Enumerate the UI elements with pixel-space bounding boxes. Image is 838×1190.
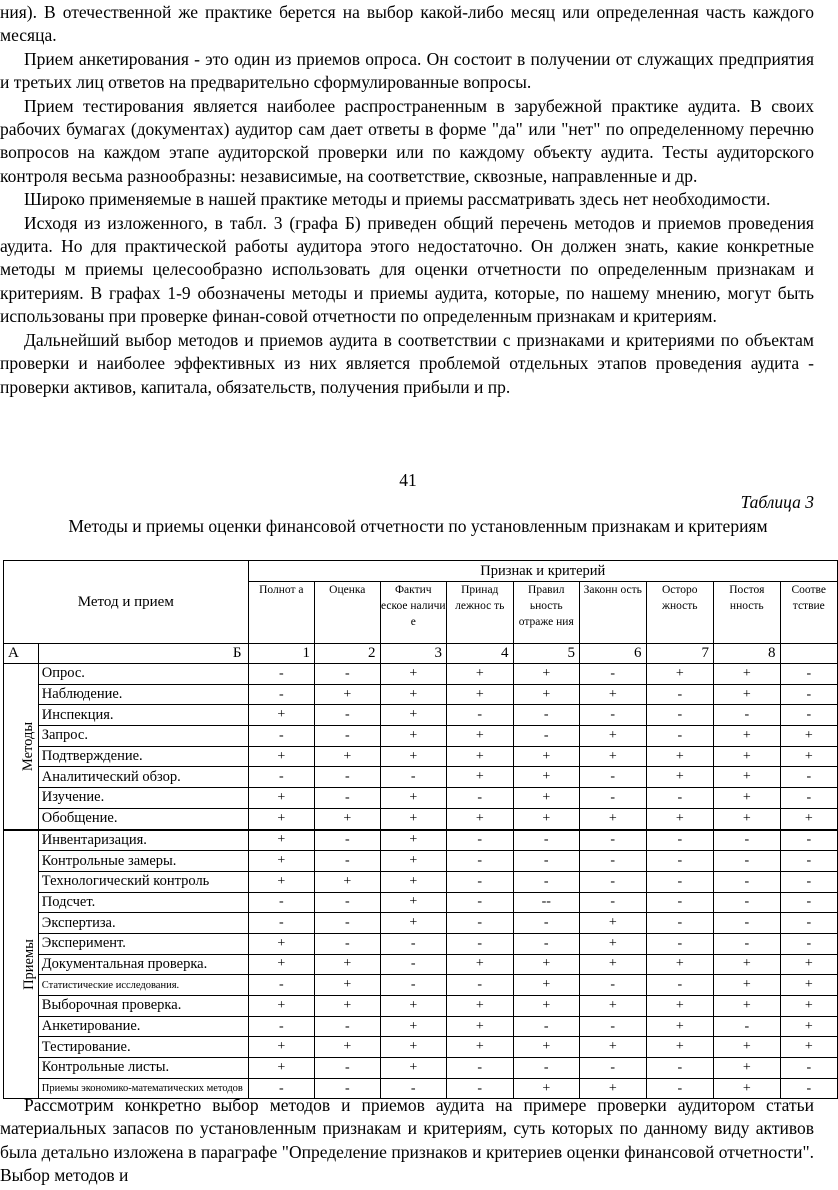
criterion-header: Правил ьность отраже ния [513, 582, 580, 644]
criterion-mark: + [315, 684, 380, 705]
criterion-mark: - [447, 892, 514, 913]
paragraph-questionnaire: Прием анкетирования - это один из приемов опроса. Он состоит в получении от служащих предприятия и третьих лиц ответов на предварительно сформулированные вопросы. [0, 48, 814, 93]
table-row [4, 830, 838, 851]
criterion-mark: - [646, 830, 714, 851]
criterion-mark: + [248, 871, 315, 892]
criterion-mark: + [714, 726, 781, 747]
criterion-mark: + [780, 726, 837, 747]
criterion-mark: - [248, 975, 315, 996]
criterion-mark: - [714, 830, 781, 851]
row-method-name: Выборочная проверка. [38, 996, 248, 1017]
criterion-mark: - [315, 726, 380, 747]
table-row [4, 746, 838, 767]
group-label-cell [4, 664, 39, 830]
criterion-mark: - [580, 1058, 647, 1079]
criterion-mark: - [315, 705, 380, 726]
column-number: 2 [315, 644, 380, 664]
criterion-mark: - [714, 933, 781, 954]
criterion-mark: + [380, 892, 447, 913]
body-text-bottom [0, 1094, 814, 1188]
criterion-mark: + [380, 808, 447, 829]
criterion-mark: + [646, 954, 714, 975]
criterion-mark: - [513, 830, 580, 851]
criterion-mark: + [714, 788, 781, 809]
criterion-mark: - [646, 684, 714, 705]
criterion-mark: - [646, 851, 714, 872]
criterion-mark: - [780, 705, 837, 726]
criterion-mark: - [580, 788, 647, 809]
paragraph-example: Рассмотрим конкретно выбор методов и приемов аудита на примере проверки аудитором статьи материальных запасов по установленным признакам и критериям, суть которых по данному виду активов была детально изложена в параграфе "Определение признаков и критериев оценки финансовой отчетности". Выбор методов и [0, 1095, 814, 1186]
criterion-mark: - [447, 975, 514, 996]
criterion-mark: + [780, 996, 837, 1017]
column-number: 5 [513, 644, 580, 664]
criterion-mark: + [248, 954, 315, 975]
page-number: 41 [399, 470, 417, 490]
criterion-mark: - [780, 933, 837, 954]
criterion-mark: - [315, 892, 380, 913]
criterion-mark: - [580, 1016, 647, 1037]
criterion-mark: + [248, 996, 315, 1017]
table-row [4, 664, 838, 685]
table-title: Методы и приемы оценки финансовой отчетности по установленным признакам и критериям [68, 516, 768, 536]
criterion-mark: - [315, 830, 380, 851]
criterion-header: Постоя нность [714, 582, 781, 644]
criterion-mark: - [513, 871, 580, 892]
criterion-mark: + [780, 746, 837, 767]
table-row [4, 996, 838, 1017]
criterion-mark: - [248, 726, 315, 747]
criterion-mark: - [447, 1058, 514, 1079]
criterion-mark: + [380, 996, 447, 1017]
criterion-mark: + [714, 975, 781, 996]
table-row [4, 892, 838, 913]
criterion-mark: + [248, 808, 315, 829]
row-method-name: Наблюдение. [38, 684, 248, 705]
criterion-mark: + [380, 1037, 447, 1058]
criterion-mark: + [380, 913, 447, 934]
criterion-mark: + [380, 1016, 447, 1037]
criterion-mark: + [513, 996, 580, 1017]
criterion-mark: - [646, 913, 714, 934]
criterion-mark: + [580, 996, 647, 1017]
criterion-mark: + [315, 746, 380, 767]
criterion-mark: - [315, 1078, 380, 1099]
criterion-mark: + [315, 975, 380, 996]
criterion-mark: - [248, 767, 315, 788]
table-row [4, 1058, 838, 1079]
criterion-mark: - [646, 975, 714, 996]
column-number: 8 [714, 644, 781, 664]
criterion-mark: - [315, 851, 380, 872]
criterion-mark: + [315, 871, 380, 892]
criterion-mark: - [580, 705, 647, 726]
table-row [4, 808, 838, 829]
criterion-mark: + [646, 996, 714, 1017]
criterion-mark: + [248, 851, 315, 872]
criterion-mark: - [513, 1058, 580, 1079]
criterion-mark: - [248, 664, 315, 685]
criterion-header: Соотве тствие [780, 582, 837, 644]
criterion-mark: - [248, 1016, 315, 1037]
criterion-mark: - [248, 1078, 315, 1099]
criterion-mark: - [380, 933, 447, 954]
row-method-name: Инспекция. [38, 705, 248, 726]
row-method-name: Статистические исследования. [38, 975, 248, 996]
criterion-mark: + [513, 767, 580, 788]
criterion-mark: + [714, 767, 781, 788]
row-method-name: Инвентаризация. [38, 830, 248, 851]
criterion-mark: - [646, 705, 714, 726]
criterion-mark: - [380, 1078, 447, 1099]
criterion-mark: - [447, 830, 514, 851]
table-row [4, 767, 838, 788]
criterion-mark: - [248, 892, 315, 913]
criterion-mark: - [780, 1058, 837, 1079]
criterion-mark: - [380, 767, 447, 788]
criterion-mark: + [714, 684, 781, 705]
table-row [4, 726, 838, 747]
criterion-mark: + [447, 664, 514, 685]
criterion-mark: + [580, 808, 647, 829]
table-number: Таблица 3 [740, 492, 814, 512]
criterion-mark: - [714, 892, 781, 913]
criterion-header: Принад лежнос ть [447, 582, 514, 644]
criterion-mark: - [315, 913, 380, 934]
table-row [4, 788, 838, 809]
criterion-mark: - [580, 892, 647, 913]
criterion-mark: + [513, 954, 580, 975]
row-method-name: Анкетирование. [38, 1016, 248, 1037]
criterion-mark: - [315, 664, 380, 685]
criterion-mark: - [447, 1078, 514, 1099]
criterion-mark: - [646, 933, 714, 954]
table-row [4, 871, 838, 892]
criterion-mark: + [513, 975, 580, 996]
group-label: Методы [20, 721, 37, 771]
criterion-mark: + [580, 1078, 647, 1099]
criterion-mark: - [513, 705, 580, 726]
criterion-mark: + [714, 1058, 781, 1079]
row-method-name: Изучение. [38, 788, 248, 809]
criterion-mark: - [513, 726, 580, 747]
table-row [4, 851, 838, 872]
row-method-name: Контрольные листы. [38, 1058, 248, 1079]
criterion-mark: + [447, 746, 514, 767]
criterion-mark: - [646, 871, 714, 892]
table-row [4, 684, 838, 705]
criterion-mark: + [447, 726, 514, 747]
criterion-mark: + [380, 705, 447, 726]
criterion-mark: - [513, 1016, 580, 1037]
row-method-name: Экспертиза. [38, 913, 248, 934]
criterion-mark: + [646, 1016, 714, 1037]
criterion-mark: + [248, 830, 315, 851]
criterion-mark: -- [513, 892, 580, 913]
column-number: 1 [248, 644, 315, 664]
column-number [780, 644, 837, 664]
criterion-mark: + [646, 664, 714, 685]
criterion-mark: + [447, 996, 514, 1017]
criterion-mark: - [714, 1016, 781, 1037]
criterion-mark: + [315, 808, 380, 829]
column-number: 3 [380, 644, 447, 664]
criterion-mark: + [714, 1078, 781, 1099]
criterion-mark: - [780, 1078, 837, 1099]
criterion-mark: - [447, 871, 514, 892]
criterion-mark: + [447, 684, 514, 705]
criterion-mark: - [315, 788, 380, 809]
criterion-mark: - [646, 892, 714, 913]
criterion-mark: + [447, 808, 514, 829]
criterion-mark: - [580, 830, 647, 851]
table-row [4, 705, 838, 726]
criterion-mark: - [580, 851, 647, 872]
table-row [4, 1016, 838, 1037]
row-method-name: Подсчет. [38, 892, 248, 913]
criterion-mark: + [380, 684, 447, 705]
criterion-mark: - [315, 767, 380, 788]
column-a-label: А [4, 644, 39, 664]
criterion-mark: + [780, 1016, 837, 1037]
criterion-mark: - [580, 871, 647, 892]
table-row [4, 933, 838, 954]
criterion-header: Осторо жность [646, 582, 714, 644]
table-row [4, 975, 838, 996]
criterion-mark: + [646, 746, 714, 767]
criterion-mark: + [714, 746, 781, 767]
criterion-mark: + [380, 871, 447, 892]
criterion-mark: + [780, 1037, 837, 1058]
row-method-name: Приемы экономико-математических методов [38, 1078, 248, 1099]
criterion-mark: + [248, 933, 315, 954]
criterion-header: Полнот а [248, 582, 315, 644]
criterion-mark: + [714, 996, 781, 1017]
criterion-mark: - [646, 1078, 714, 1099]
criterion-mark: - [447, 913, 514, 934]
criterion-mark: - [780, 830, 837, 851]
criterion-mark: + [513, 1078, 580, 1099]
row-method-name: Технологический контроль [38, 871, 248, 892]
table-row [4, 1037, 838, 1058]
criterion-mark: + [780, 954, 837, 975]
criterion-mark: + [315, 996, 380, 1017]
criterion-mark: + [447, 1016, 514, 1037]
criterion-mark: + [513, 684, 580, 705]
criterion-mark: + [380, 1058, 447, 1079]
criterion-mark: + [447, 1037, 514, 1058]
criterion-mark: + [248, 746, 315, 767]
criterion-mark: + [380, 851, 447, 872]
criterion-mark: + [248, 788, 315, 809]
criterion-mark: + [513, 746, 580, 767]
criterion-mark: - [315, 933, 380, 954]
method-column-header: Метод и прием [4, 561, 249, 644]
paragraph-further-selection: Дальнейший выбор методов и приемов аудита в соответствии с признаками и критериями по объектам проверки и наиболее эффективных из них является проблемой отдельных этапов проведения аудита - проверки активов, капитала, обязательств, получения прибыли и пр. [0, 329, 814, 397]
criterion-mark: + [780, 808, 837, 829]
criterion-mark: + [646, 1037, 714, 1058]
criterion-mark: - [780, 892, 837, 913]
criterion-mark: + [380, 746, 447, 767]
criterion-mark: - [714, 705, 781, 726]
criterion-mark: + [513, 808, 580, 829]
criterion-mark: - [380, 975, 447, 996]
criterion-mark: - [780, 788, 837, 809]
row-method-name: Тестирование. [38, 1037, 248, 1058]
criterion-mark: - [780, 871, 837, 892]
table-row [4, 954, 838, 975]
criterion-mark: - [646, 726, 714, 747]
criterion-mark: - [714, 871, 781, 892]
criterion-mark: + [380, 830, 447, 851]
criterion-mark: + [580, 726, 647, 747]
criterion-mark: - [447, 851, 514, 872]
criterion-mark: + [248, 1058, 315, 1079]
row-method-name: Опрос. [38, 664, 248, 685]
criterion-header: Фактич еское наличи е [380, 582, 447, 644]
criterion-mark: - [714, 913, 781, 934]
group-label: Приемы [20, 939, 37, 990]
criterion-mark: - [447, 788, 514, 809]
criterion-mark: - [513, 913, 580, 934]
criterion-mark: + [580, 746, 647, 767]
row-method-name: Обобщение. [38, 808, 248, 829]
criterion-mark: - [780, 767, 837, 788]
criterion-mark: + [380, 664, 447, 685]
criterion-mark: - [580, 767, 647, 788]
criterion-mark: + [580, 933, 647, 954]
criterion-mark: - [580, 975, 647, 996]
row-method-name: Документальная проверка. [38, 954, 248, 975]
criterion-mark: - [780, 664, 837, 685]
criterion-mark: - [780, 684, 837, 705]
methods-criteria-table [3, 560, 838, 1099]
criterion-header: Законн ость [580, 582, 647, 644]
criterion-mark: + [513, 664, 580, 685]
criterion-mark: + [646, 808, 714, 829]
criterion-mark: + [714, 1037, 781, 1058]
criterion-mark: - [646, 788, 714, 809]
criterion-mark: + [580, 954, 647, 975]
criterion-mark: + [580, 913, 647, 934]
column-b-label: Б [38, 644, 248, 664]
criterion-mark: + [380, 726, 447, 747]
criterion-mark: + [513, 788, 580, 809]
criterion-mark: - [780, 913, 837, 934]
row-method-name: Аналитический обзор. [38, 767, 248, 788]
row-method-name: Эксперимент. [38, 933, 248, 954]
criterion-mark: - [380, 954, 447, 975]
table-row [4, 913, 838, 934]
criterion-mark: - [513, 851, 580, 872]
criterion-mark: + [447, 767, 514, 788]
paragraph-continuation: ния). В отечественной же практике берется на выбор какой-либо месяц или определенная часть каждого месяца. [0, 2, 814, 46]
criterion-mark: - [780, 851, 837, 872]
criterion-mark: - [248, 913, 315, 934]
criterion-mark: + [248, 705, 315, 726]
column-number: 6 [580, 644, 647, 664]
criterion-mark: + [580, 684, 647, 705]
criterion-mark: + [714, 664, 781, 685]
criterion-mark: - [447, 705, 514, 726]
criterion-mark: + [315, 1037, 380, 1058]
paragraph-common-methods: Широко применяемые в нашей практике методы и приемы рассматривать здесь нет необходимости. [24, 189, 771, 210]
criterion-mark: + [646, 767, 714, 788]
criterion-mark: - [646, 1058, 714, 1079]
group-label-cell [4, 830, 39, 1099]
criterion-mark: - [714, 851, 781, 872]
column-number: 4 [447, 644, 514, 664]
criterion-mark: + [513, 1037, 580, 1058]
criterion-mark: - [447, 933, 514, 954]
paragraph-table-reference: Исходя из изложенного, в табл. 3 (графа Б) приведен общий перечень методов и приемов проведения аудита. Но для практической работы аудитора этого недостаточно. Он должен знать, какие конкретные методы м приемы целесообразно использовать для оценки отчетности по определенным признакам и критериям. В графах 1-9 обозначены методы и приемы аудита, которые, по нашему мнению, могут быть использованы при проверке финан-совой отчетности по определенным признакам и критериям. [0, 212, 814, 327]
criterion-mark: - [248, 684, 315, 705]
column-number: 7 [646, 644, 714, 664]
criterion-mark: - [315, 1058, 380, 1079]
criterion-mark: + [580, 1037, 647, 1058]
row-method-name: Контрольные замеры. [38, 851, 248, 872]
row-method-name: Запрос. [38, 726, 248, 747]
criterion-header: Оценка [315, 582, 380, 644]
criterion-mark: + [380, 788, 447, 809]
criteria-group-header: Признак и критерий [248, 561, 837, 582]
row-method-name: Подтверждение. [38, 746, 248, 767]
criterion-mark: + [248, 1037, 315, 1058]
criterion-mark: - [580, 664, 647, 685]
criterion-mark: + [447, 954, 514, 975]
criterion-mark: + [315, 954, 380, 975]
criterion-mark: + [714, 808, 781, 829]
criterion-mark: - [513, 933, 580, 954]
criterion-mark: + [780, 975, 837, 996]
paragraph-testing: Прием тестирования является наиболее распространенным в зарубежной практике аудита. В своих рабочих бумагах (документах) аудитор сам дает ответы в форме "да" или "нет" по определенному перечню вопросов на каждом этапе аудиторской проверки или по каждому объекту аудита. Тесты аудиторского контроля весьма разнообразны: независимые, на соответствие, сквозные, направленные и др. [0, 95, 814, 186]
criterion-mark: + [714, 954, 781, 975]
criterion-mark: - [315, 1016, 380, 1037]
body-text-top [0, 1, 814, 399]
